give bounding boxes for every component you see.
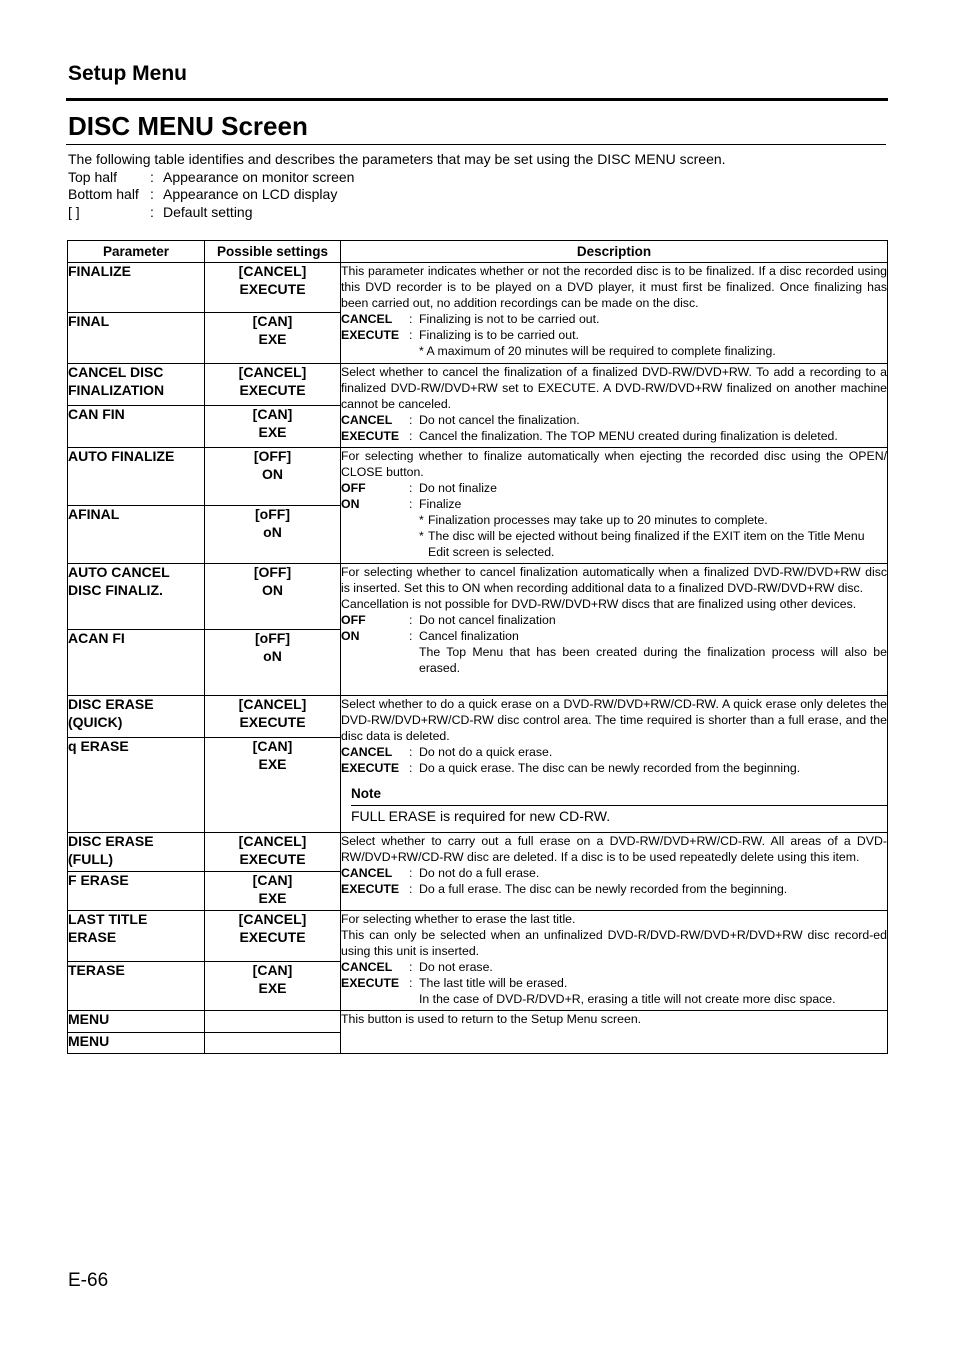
option-key: EXECUTE xyxy=(341,328,400,342)
table-row xyxy=(68,696,888,738)
table-row xyxy=(68,564,888,630)
intro-block xyxy=(68,151,726,221)
parameter-line: DISC ERASE xyxy=(68,833,154,849)
parameter-line: ERASE xyxy=(68,928,117,945)
parameter-line: AUTO CANCEL xyxy=(68,564,170,580)
parameter-table xyxy=(67,240,888,1054)
setting-option: EXECUTE xyxy=(239,381,306,398)
setting-option: EXE xyxy=(258,889,287,906)
description-text: This button is used to return to the Setup Menu screen. xyxy=(341,1012,642,1026)
legend-value: Appearance on LCD display xyxy=(163,186,338,202)
parameter-monitor xyxy=(68,696,205,738)
option-separator: : xyxy=(409,976,413,990)
parameter-monitor: MENU xyxy=(68,1011,205,1033)
option-value: The last title will be erased. xyxy=(419,976,568,990)
option-value: Do not erase. xyxy=(419,960,493,974)
option-line xyxy=(341,628,887,644)
settings-monitor xyxy=(205,448,341,506)
option-line xyxy=(341,311,887,327)
parameter-lcd: MENU xyxy=(68,1033,205,1054)
option-separator: : xyxy=(409,312,413,326)
note-line: * A maximum of 20 minutes will be required to complete finalizing. xyxy=(419,344,776,358)
option-value: Finalize xyxy=(419,497,462,511)
settings-lcd xyxy=(205,1033,341,1054)
setting-default: [CAN] xyxy=(252,313,293,329)
description-text: This can only be selected when an unfinalized DVD-R/DVD-RW/DVD+R/DVD+RW disc record-ed using this unit is inserted. xyxy=(341,928,887,958)
option-value: Finalizing is to be carried out. xyxy=(419,328,579,342)
legend-separator: : xyxy=(150,186,154,202)
note-text: FULL ERASE is required for new CD-RW. xyxy=(351,808,611,824)
settings-lcd xyxy=(205,313,341,364)
parameter-line: (FULL) xyxy=(68,850,114,867)
option-line xyxy=(341,959,887,975)
parameter-lcd: AFINAL xyxy=(68,506,205,564)
settings-lcd xyxy=(205,406,341,448)
option-line xyxy=(341,975,887,991)
parameter-monitor: AUTO FINALIZE xyxy=(68,448,205,506)
setting-default: [CANCEL] xyxy=(238,263,307,279)
option-line xyxy=(341,865,887,881)
note-line xyxy=(341,528,887,560)
description-cell xyxy=(341,263,888,364)
option-key: CANCEL xyxy=(341,745,393,759)
section-title: Setup Menu xyxy=(68,62,187,85)
setting-default: [oFF] xyxy=(255,630,290,646)
option-separator: : xyxy=(409,882,413,896)
description-cell xyxy=(341,833,888,911)
legend-key: Bottom half xyxy=(68,186,139,202)
parameter-monitor xyxy=(68,564,205,630)
setting-default: [OFF] xyxy=(253,448,292,464)
settings-monitor xyxy=(205,911,341,962)
description-cell xyxy=(341,911,888,1011)
option-separator: : xyxy=(409,613,413,627)
option-value: Do a quick erase. The disc can be newly recorded from the beginning. xyxy=(419,761,801,775)
settings-lcd xyxy=(205,962,341,1011)
description-cell xyxy=(341,564,888,696)
option-separator: : xyxy=(409,328,413,342)
option-line xyxy=(341,480,887,496)
legend-key: [ ] xyxy=(68,203,80,220)
settings-monitor xyxy=(205,564,341,630)
description-text: For selecting whether to erase the last title. xyxy=(341,912,576,926)
option-key: ON xyxy=(341,629,360,643)
parameter-lcd: TERASE xyxy=(68,962,205,1011)
legend-value: Appearance on monitor screen xyxy=(163,168,355,185)
option-line xyxy=(341,612,887,628)
settings-monitor xyxy=(205,364,341,406)
intro-text: The following table identifies and describes the parameters that may be set using the DISC MENU screen. xyxy=(68,151,726,167)
parameter-lcd: q ERASE xyxy=(68,738,205,833)
setting-option: ON xyxy=(262,581,283,598)
note-label: Note xyxy=(351,786,887,806)
option-value: Cancel the finalization. The TOP MENU created during finalization is deleted. xyxy=(419,429,838,443)
setting-default: [CANCEL] xyxy=(238,833,307,849)
parameter-line: FINALIZATION xyxy=(68,381,165,398)
option-line xyxy=(341,881,887,897)
legend-separator: : xyxy=(150,168,154,185)
header-description: Description xyxy=(341,241,888,263)
option-value: Do not finalize xyxy=(419,481,497,495)
option-separator: : xyxy=(409,960,413,974)
option-line xyxy=(341,496,887,512)
description-cell xyxy=(341,696,888,833)
settings-lcd xyxy=(205,506,341,564)
option-line xyxy=(341,760,887,776)
table-row xyxy=(68,364,888,406)
settings-monitor xyxy=(205,696,341,738)
option-separator: : xyxy=(409,745,413,759)
settings-monitor xyxy=(205,1011,341,1033)
legend-value: Default setting xyxy=(163,203,253,220)
option-key: EXECUTE xyxy=(341,976,400,990)
header-rule xyxy=(66,98,888,101)
setting-option: EXECUTE xyxy=(239,713,306,730)
setting-option: EXECUTE xyxy=(239,850,306,867)
parameter-monitor xyxy=(68,364,205,406)
description-text: Select whether to cancel the finalization of a finalized DVD-RW/DVD+RW. To add a recording to a finalized DVD-RW/DVD+RW set to EXECUTE. A DVD-RW/DVD+RW finalized on another machine cannot be canceled. xyxy=(341,365,887,411)
header-parameter: Parameter xyxy=(68,241,205,263)
legend-row xyxy=(68,186,726,204)
setting-default: [CANCEL] xyxy=(238,696,307,712)
option-value: Do not cancel finalization xyxy=(419,613,556,627)
setting-option: EXE xyxy=(258,979,287,996)
setting-option: ON xyxy=(262,465,283,482)
parameter-line: CANCEL DISC xyxy=(68,364,164,380)
option-key: ON xyxy=(341,497,360,511)
option-value: Do not do a full erase. xyxy=(419,866,540,880)
note-line: In the case of DVD-R/DVD+R, erasing a title will not create more disc space. xyxy=(419,992,836,1006)
parameter-lcd: ACAN FI xyxy=(68,630,205,696)
table-row xyxy=(68,911,888,962)
option-separator: : xyxy=(409,429,413,443)
setting-default: [oFF] xyxy=(255,506,290,522)
option-separator: : xyxy=(409,497,413,511)
settings-lcd xyxy=(205,630,341,696)
option-line xyxy=(341,744,887,760)
option-value: Finalizing is not to be carried out. xyxy=(419,312,600,326)
note-text: The disc will be ejected without being finalized if the EXIT item on the Title Menu Edit screen is selected. xyxy=(428,529,865,559)
option-line xyxy=(341,428,887,444)
setting-default: [CANCEL] xyxy=(238,911,307,927)
option-value: Do a full erase. The disc can be newly recorded from the beginning. xyxy=(419,882,788,896)
description-text: For selecting whether to finalize automatically when ejecting the recorded disc using the OPEN/ CLOSE button. xyxy=(341,449,887,479)
asterisk-mark: * xyxy=(419,513,424,527)
settings-lcd xyxy=(205,872,341,911)
setting-default: [CANCEL] xyxy=(238,364,307,380)
setting-option: EXECUTE xyxy=(239,928,306,945)
note-line xyxy=(341,512,887,528)
table-header-row xyxy=(68,241,888,263)
settings-lcd xyxy=(205,738,341,833)
settings-monitor xyxy=(205,263,341,313)
legend-row xyxy=(68,169,726,187)
setting-default: [CAN] xyxy=(252,738,293,754)
setting-default: [CAN] xyxy=(252,872,293,888)
parameter-line: DISC FINALIZ. xyxy=(68,581,163,598)
option-key: CANCEL xyxy=(341,312,393,326)
asterisk-mark: * xyxy=(419,529,424,543)
option-separator: : xyxy=(409,481,413,495)
setting-option: EXECUTE xyxy=(239,280,306,297)
option-key: OFF xyxy=(341,481,366,495)
description-cell xyxy=(341,448,888,564)
option-key: CANCEL xyxy=(341,413,393,427)
setting-default: [CAN] xyxy=(252,406,293,422)
description-cell xyxy=(341,364,888,448)
setting-option: EXE xyxy=(258,330,287,347)
parameter-line: LAST TITLE xyxy=(68,911,148,927)
parameter-lcd: F ERASE xyxy=(68,872,205,911)
option-separator: : xyxy=(409,629,413,643)
setting-option: oN xyxy=(263,523,282,540)
header-settings: Possible settings xyxy=(205,241,341,263)
description-text: This parameter indicates whether or not the recorded disc is to be finalized. If a disc recorded using this DVD recorder is to be played on a DVD player, it must first be finalized. Once finalizing has been carried out, no addition recordings can be made on the disc. xyxy=(341,264,887,310)
description-text: Select whether to do a quick erase on a DVD-RW/DVD+RW/CD-RW. A quick erase only deletes the DVD-RW/DVD+RW/CD-RW disc control area. The time required is shorter than a full erase, and the disc data is deleted. xyxy=(341,697,887,743)
setting-default: [CAN] xyxy=(252,962,293,978)
parameter-line: (QUICK) xyxy=(68,713,123,730)
legend-separator: : xyxy=(150,203,154,220)
settings-monitor xyxy=(205,833,341,872)
title-rule xyxy=(66,144,886,145)
parameter-lcd: FINAL xyxy=(68,313,205,364)
parameter-lcd: CAN FIN xyxy=(68,406,205,448)
option-separator: : xyxy=(409,413,413,427)
option-key: EXECUTE xyxy=(341,882,400,896)
option-line xyxy=(341,412,887,428)
option-value: Do not cancel the finalization. xyxy=(419,413,580,427)
table-row xyxy=(68,833,888,872)
option-key: EXECUTE xyxy=(341,761,400,775)
setting-option: EXE xyxy=(258,423,287,440)
setting-option: EXE xyxy=(258,755,287,772)
legend-row xyxy=(68,204,726,222)
option-value: Cancel finalization xyxy=(419,629,519,643)
parameter-line: DISC ERASE xyxy=(68,696,154,712)
setting-default: [OFF] xyxy=(253,564,292,580)
note-text: Finalization processes may take up to 20 minutes to complete. xyxy=(428,513,768,527)
page-number: E-66 xyxy=(68,1270,109,1291)
table-row xyxy=(68,448,888,506)
table-row xyxy=(68,1011,888,1033)
option-key: CANCEL xyxy=(341,866,393,880)
parameter-monitor: FINALIZE xyxy=(68,263,205,313)
description-text: Cancellation is not possible for DVD-RW/DVD+RW discs that are finalized using other devices. xyxy=(341,597,857,611)
option-line xyxy=(341,327,887,343)
option-key: OFF xyxy=(341,613,366,627)
note-line: The Top Menu that has been created during the finalization process will also be erased. xyxy=(419,645,887,675)
description-text: Select whether to carry out a full erase on a DVD-RW/DVD+RW/CD-RW. All areas of a DVD-RW/DVD+RW/CD-RW disc are deleted. If a disc is to be used repeatedly delete using this item. xyxy=(341,834,887,864)
setting-option: oN xyxy=(263,647,282,664)
option-key: CANCEL xyxy=(341,960,393,974)
option-value: Do not do a quick erase. xyxy=(419,745,553,759)
option-separator: : xyxy=(409,761,413,775)
parameter-monitor xyxy=(68,833,205,872)
parameter-monitor xyxy=(68,911,205,962)
option-key: EXECUTE xyxy=(341,429,400,443)
note-box xyxy=(351,786,887,824)
page-title: DISC MENU Screen xyxy=(68,111,308,141)
description-text: For selecting whether to cancel finalization automatically when a finalized DVD-RW/DVD+RW disc is inserted. Set this to ON when recording additional data to a finalized DVD-RW/DVD+RW disc. xyxy=(341,565,887,595)
description-cell xyxy=(341,1011,888,1054)
option-separator: : xyxy=(409,866,413,880)
legend-key: Top half xyxy=(68,168,118,185)
table-row xyxy=(68,263,888,313)
